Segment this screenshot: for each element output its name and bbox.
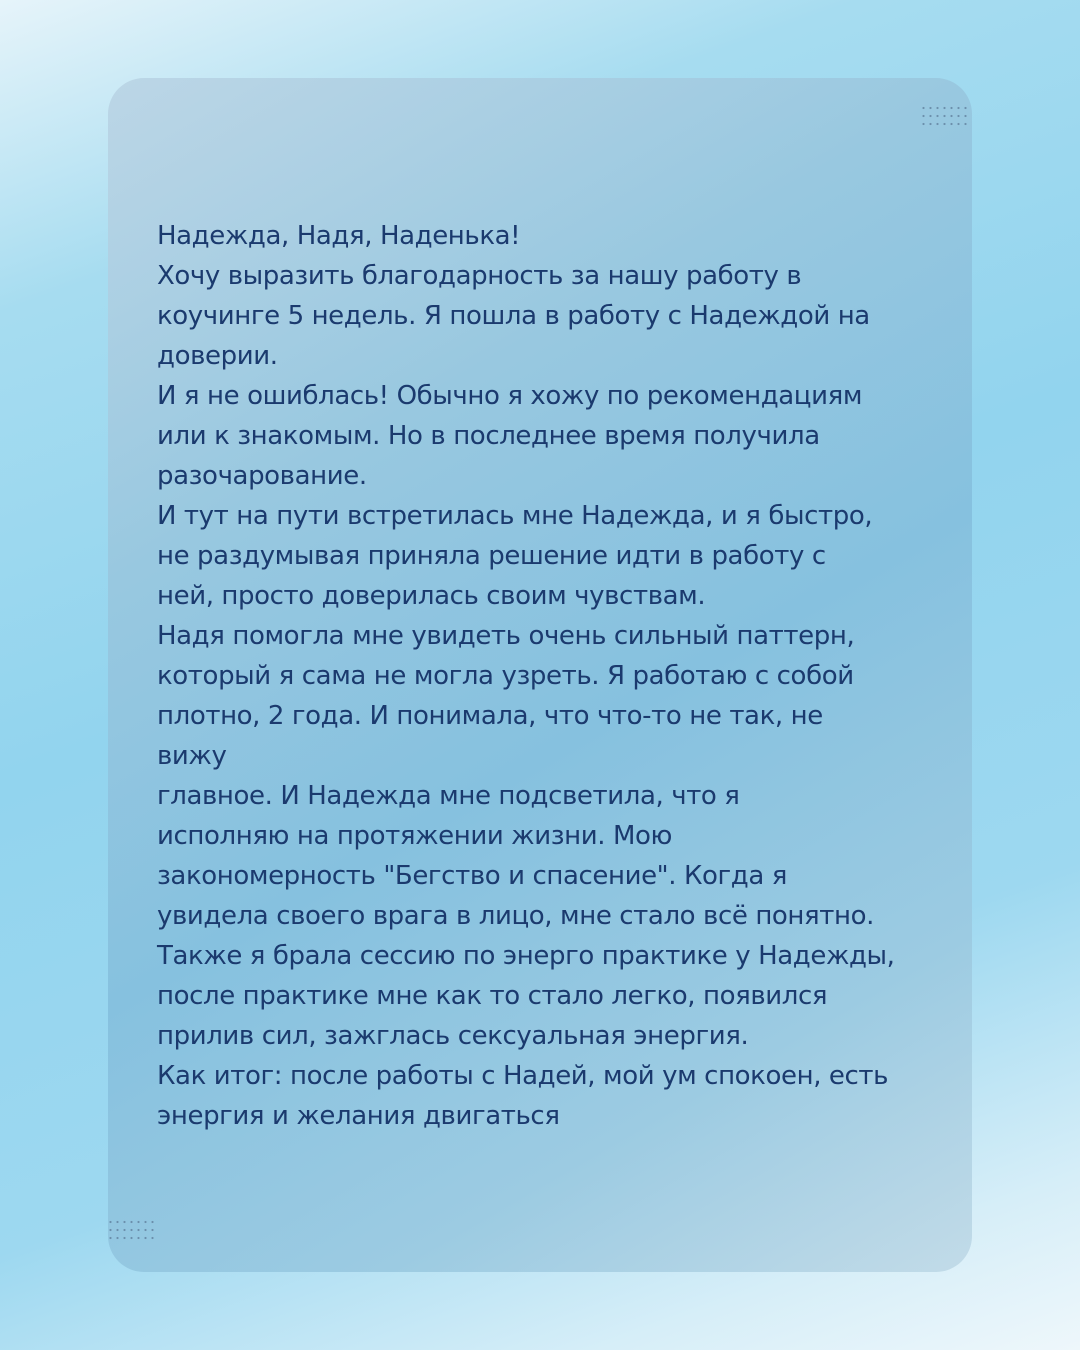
testimonial-line: или к знакомым. Но в последнее время получила xyxy=(157,421,820,451)
testimonial-line: коучинге 5 недель. Я пошла в работу с Надеждой на xyxy=(157,301,870,331)
testimonial-line: исполняю на протяжении жизни. Мою xyxy=(157,821,672,851)
testimonial-line: после практике мне как то стало легко, появился xyxy=(157,981,828,1011)
testimonial-line: Надежда, Надя, Наденька! xyxy=(157,221,521,251)
testimonial-line: разочарование. xyxy=(157,461,367,491)
testimonial-line: прилив сил, зажглась сексуальная энергия. xyxy=(157,1021,749,1051)
testimonial-line: главное. И Надежда мне подсветила, что я xyxy=(157,781,740,811)
testimonial-line: Также я брала сессию по энерго практике у Надежды, xyxy=(157,941,895,971)
testimonial-text xyxy=(157,216,947,1136)
testimonial-line: который я сама не могла узреть. Я работаю с собой xyxy=(157,661,854,691)
testimonial-line: увидела своего врага в лицо, мне стало всё понятно. xyxy=(157,901,874,931)
testimonial-line: вижу xyxy=(157,741,227,771)
testimonial-line: плотно, 2 года. И понимала, что что-то не так, не xyxy=(157,701,823,731)
testimonial-line: Надя помогла мне увидеть очень сильный паттерн, xyxy=(157,621,855,651)
testimonial-line: Хочу выразить благодарность за нашу работу в xyxy=(157,261,802,291)
testimonial-line: доверии. xyxy=(157,341,278,371)
testimonial-line: И я не ошиблась! Обычно я хожу по рекомендациям xyxy=(157,381,863,411)
testimonial-line: не раздумывая приняла решение идти в работу с xyxy=(157,541,826,571)
testimonial-line: Как итог: после работы с Надей, мой ум спокоен, есть xyxy=(157,1061,889,1091)
testimonial-line: закономерность "Бегство и спасение". Когда я xyxy=(157,861,788,891)
decorative-dot-grid-top-right xyxy=(920,104,970,128)
decorative-dot-grid-bottom-left xyxy=(107,1218,157,1242)
testimonial-line: энергия и желания двигаться xyxy=(157,1101,560,1131)
testimonial-line: И тут на пути встретилась мне Надежда, и я быстро, xyxy=(157,501,873,531)
testimonial-line: ней, просто доверилась своим чувствам. xyxy=(157,581,706,611)
